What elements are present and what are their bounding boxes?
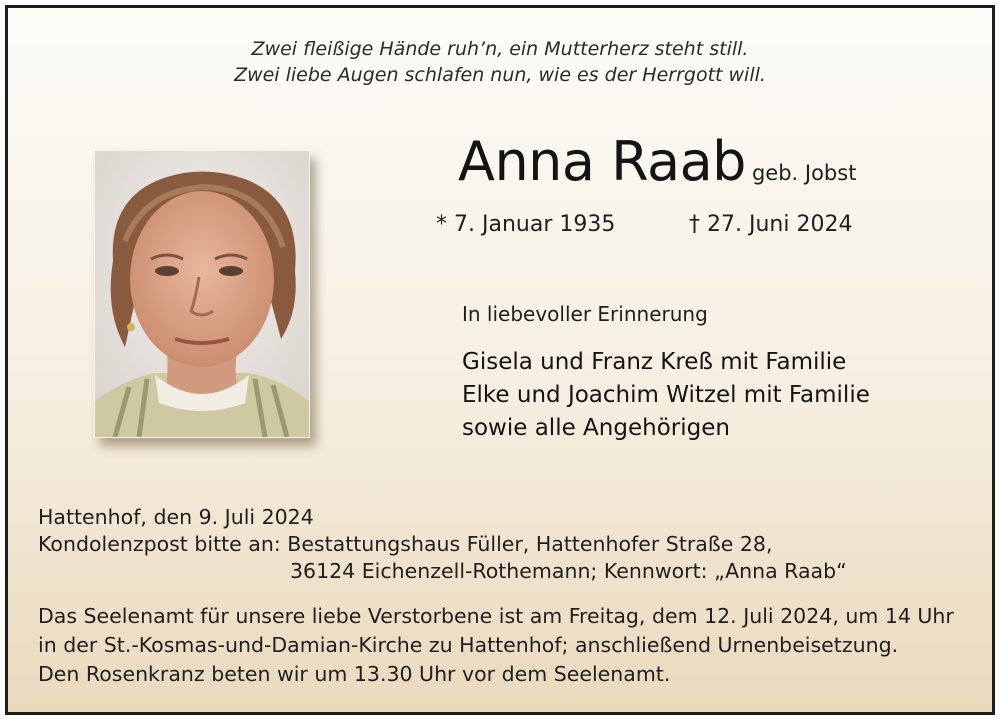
service-line: in der St.-Kosmas-und-Damian-Kirche zu Hattenhof; anschließend Urnenbeisetzung. <box>38 633 899 657</box>
service-info <box>38 602 954 689</box>
death-date: † 27. Juni 2024 <box>689 212 853 237</box>
birth-date: * 7. Januar 1935 <box>436 212 616 237</box>
memory-line: In liebevoller Erinnerung <box>462 302 708 326</box>
verse-line-1: Zwei fleißige Hände ruh’n, ein Mutterherz steht still. <box>251 38 749 60</box>
service-line: Den Rosenkranz beten wir um 13.30 Uhr vor dem Seelenamt. <box>38 662 671 686</box>
service-line: Das Seelenamt für unsere liebe Verstorbene ist am Freitag, dem 12. Juli 2024, um 14 Uhr <box>38 604 954 628</box>
condolence-address <box>38 531 847 585</box>
place-date: Hattenhof, den 9. Juli 2024 <box>38 505 314 529</box>
deceased-name-row <box>458 130 856 193</box>
portrait-illustration <box>95 151 309 437</box>
mourners-list <box>462 346 870 445</box>
obituary-card <box>5 5 995 715</box>
verse-line-2: Zwei liebe Augen schlafen nun, wie es der Herrgott will. <box>234 64 766 86</box>
condolence-line-1: Kondolenzpost bitte an: Bestattungshaus Füller, Hattenhofer Straße 28, <box>38 532 773 556</box>
deceased-name: Anna Raab <box>458 130 746 193</box>
portrait-photo <box>94 150 310 438</box>
mourner-line: Elke und Joachim Witzel mit Familie <box>462 382 870 408</box>
verse <box>8 36 992 88</box>
mourner-line: sowie alle Angehörigen <box>462 415 730 441</box>
mourner-line: Gisela und Franz Kreß mit Familie <box>462 349 847 375</box>
condolence-line-2: 36124 Eichenzell-Rothemann; Kennwort: „Anna Raab“ <box>290 559 847 583</box>
maiden-name: geb. Jobst <box>751 161 857 185</box>
